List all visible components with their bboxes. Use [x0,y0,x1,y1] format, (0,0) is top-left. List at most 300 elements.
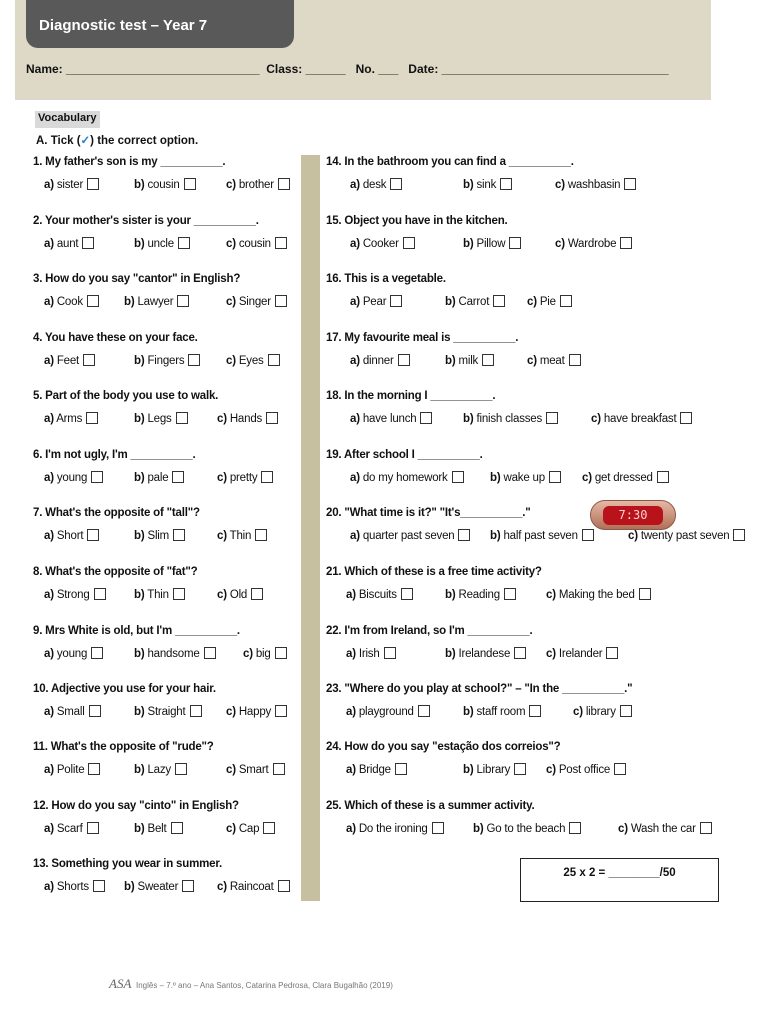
option [628,529,745,542]
option-label: Cooker [362,238,399,250]
option-label: Shorts [56,881,89,893]
option-letter: c) [546,589,556,601]
option-letter: a) [350,296,360,308]
tick-box[interactable] [504,588,516,600]
instruction-prefix: A. Tick ( [36,135,81,147]
option [463,412,558,425]
option-letter: b) [134,413,145,425]
tick-box[interactable] [278,178,290,190]
tick-box[interactable] [171,822,183,834]
option [44,295,99,308]
option-letter: b) [134,238,145,250]
option-label: Go to the beach [486,823,566,835]
tick-box[interactable] [582,529,594,541]
option [350,237,415,250]
option-label: library [585,706,616,718]
option [44,763,100,776]
question-text: 13. Something you wear in summer. [33,858,222,870]
option [134,822,183,835]
option-label: Biscuits [358,589,397,601]
option-label: Straight [147,706,186,718]
option [243,647,287,660]
option [124,880,194,893]
column-divider [301,155,320,901]
option [134,647,216,660]
option-letter: c) [226,706,236,718]
option-letter: b) [134,530,145,542]
tick-box[interactable] [184,178,196,190]
option-letter: a) [346,706,356,718]
question-text: 11. What's the opposite of "rude"? [33,741,214,753]
question-text: 3. How do you say "cantor" in English? [33,273,241,285]
option-label: Reading [458,589,500,601]
option-label: Polite [56,764,85,776]
option-letter: a) [350,355,360,367]
tick-box[interactable] [569,354,581,366]
tick-box[interactable] [390,295,402,307]
option-letter: b) [490,472,501,484]
option-label: quarter past seven [362,530,455,542]
tick-box[interactable] [458,529,470,541]
option-letter: a) [44,530,54,542]
option [527,354,581,367]
option [44,880,105,893]
option-label: Do the ironing [358,823,428,835]
question-text: 22. I'm from Ireland, so I'm __________. [326,625,533,637]
option-letter: a) [44,179,54,191]
option-label: Slim [147,530,170,542]
option-letter: a) [350,179,360,191]
tick-box[interactable] [420,412,432,424]
option-label: Lawyer [137,296,174,308]
tick-box[interactable] [261,471,273,483]
option [134,763,187,776]
question-text: 1. My father's son is my __________. [33,156,226,168]
option [134,529,185,542]
tick-box[interactable] [569,822,581,834]
tick-box[interactable] [614,763,626,775]
option [618,822,712,835]
option [346,588,413,601]
tick-box[interactable] [89,705,101,717]
option-letter: b) [445,648,456,660]
tick-box[interactable] [275,705,287,717]
option-letter: b) [490,530,501,542]
option [490,529,594,542]
option-label: Irish [358,648,380,660]
option-label: Raincoat [229,881,274,893]
option [445,354,494,367]
option-letter: b) [134,648,145,660]
option-letter: a) [44,764,54,776]
option-letter: c) [217,530,227,542]
option [134,237,190,250]
question-text: 19. After school I __________. [326,449,483,461]
option-letter: b) [463,706,474,718]
option-letter: b) [463,413,474,425]
option-letter: c) [226,764,236,776]
option-label: pale [147,472,169,484]
tick-box[interactable] [398,354,410,366]
option [473,822,581,835]
tick-box[interactable] [273,763,285,775]
option-letter: c) [618,823,628,835]
question-text: 4. You have these on your face. [33,332,198,344]
option [546,588,651,601]
option-letter: c) [628,530,638,542]
option [124,295,189,308]
option-label: Singer [238,296,271,308]
tick-box[interactable] [657,471,669,483]
tick-box[interactable] [620,705,632,717]
option-label: Smart [238,764,269,776]
option-letter: c) [555,179,565,191]
option-label: handsome [147,648,200,660]
option [226,178,290,191]
option [226,295,287,308]
option-label: Pie [539,296,556,308]
tick-box[interactable] [176,412,188,424]
option-label: big [255,648,271,660]
tick-box[interactable] [278,880,290,892]
option-letter: a) [44,706,54,718]
question-text: 17. My favourite meal is __________. [326,332,519,344]
tick-box[interactable] [275,295,287,307]
tick-box[interactable] [606,647,618,659]
option-letter: b) [124,881,135,893]
option-label: Pear [362,296,387,308]
tick-box[interactable] [82,237,94,249]
question-text: 23. "Where do you play at school?" – "In the __________." [326,683,633,695]
option [350,178,402,191]
option [226,822,275,835]
option-letter: c) [217,881,227,893]
option-letter: a) [350,238,360,250]
option-letter: c) [546,648,556,660]
option-label: finish classes [476,413,543,425]
tick-box[interactable] [432,822,444,834]
option-letter: b) [134,764,145,776]
option-label: young [56,472,88,484]
tick-box[interactable] [403,237,415,249]
option [226,354,280,367]
tick-box[interactable] [401,588,413,600]
tick-box[interactable] [87,295,99,307]
question-text: 8. What's the opposite of "fat"? [33,566,198,578]
option-letter: b) [463,238,474,250]
tick-box[interactable] [173,529,185,541]
score-box: 25 x 2 = ________/50 [520,858,719,902]
option-letter: b) [473,823,484,835]
option [44,412,98,425]
instruction-suffix: ) the correct option. [90,135,199,147]
option-letter: c) [226,355,236,367]
option-label: Making the bed [558,589,635,601]
option-label: young [56,648,88,660]
tick-icon: ✓ [80,135,91,147]
option [546,647,618,660]
question-text: 14. In the bathroom you can find a __________. [326,156,574,168]
option-letter: a) [346,764,356,776]
option [217,471,273,484]
tick-box[interactable] [263,822,275,834]
tick-box[interactable] [83,354,95,366]
tick-box[interactable] [204,647,216,659]
tick-box[interactable] [700,822,712,834]
option-label: twenty past seven [640,530,730,542]
tick-box[interactable] [175,763,187,775]
option-label: Fingers [147,355,185,367]
option [217,880,290,893]
option-label: Eyes [238,355,264,367]
tick-box[interactable] [172,471,184,483]
option-label: Belt [147,823,167,835]
tick-box[interactable] [255,529,267,541]
option [44,705,101,718]
option-label: cousin [238,238,271,250]
tick-box[interactable] [190,705,202,717]
option [134,588,185,601]
option-letter: c) [243,648,253,660]
option [463,763,526,776]
option-label: have lunch [362,413,417,425]
option-label: Irelander [558,648,603,660]
option-letter: c) [226,238,236,250]
tick-box[interactable] [91,647,103,659]
option [44,471,103,484]
option [445,588,516,601]
option [346,763,407,776]
student-fields-line: Name: _____________________________ Class: ______ No. ___ Date: __________________________________ [26,62,669,76]
option-letter: c) [226,823,236,835]
option-letter: a) [44,648,54,660]
option-label: Happy [238,706,272,718]
option-label: washbasin [567,179,621,191]
option-letter: a) [44,413,54,425]
option-label: Pillow [476,238,506,250]
tick-box[interactable] [529,705,541,717]
option-label: do my homework [362,472,448,484]
option-label: Sweater [137,881,179,893]
option-letter: c) [555,238,565,250]
option-letter: b) [445,355,456,367]
option-letter: a) [346,648,356,660]
option-letter: a) [44,589,54,601]
option-label: get dressed [594,472,653,484]
option [573,705,632,718]
option-label: desk [362,179,387,191]
question-text: 16. This is a vegetable. [326,273,446,285]
option-label: Feet [56,355,80,367]
option-letter: c) [546,764,556,776]
option [463,237,521,250]
option-label: sink [476,179,497,191]
tick-box[interactable] [275,237,287,249]
tick-box[interactable] [493,295,505,307]
tick-box[interactable] [395,763,407,775]
question-text: 5. Part of the body you use to walk. [33,390,219,402]
tick-box[interactable] [514,647,526,659]
test-title: Diagnostic test – Year 7 [26,0,294,48]
tick-box[interactable] [418,705,430,717]
option-letter: c) [527,296,537,308]
option [44,822,99,835]
option-label: Arms [56,413,83,425]
tick-box[interactable] [639,588,651,600]
option-label: Legs [147,413,172,425]
tick-box[interactable] [177,295,189,307]
option-label: pretty [229,472,258,484]
tick-box[interactable] [188,354,200,366]
option [226,763,285,776]
option-label: Old [229,589,248,601]
option-letter: a) [44,355,54,367]
tick-box[interactable] [509,237,521,249]
option-label: Lazy [147,764,171,776]
option-label: Library [476,764,511,776]
option [350,295,402,308]
tick-box[interactable] [384,647,396,659]
option [527,295,572,308]
option [44,354,95,367]
option-letter: b) [134,823,145,835]
option-label: sister [56,179,84,191]
option [546,763,626,776]
tick-box[interactable] [268,354,280,366]
tick-box[interactable] [87,178,99,190]
question-text: 2. Your mother's sister is your __________. [33,215,259,227]
tick-box[interactable] [178,237,190,249]
tick-box[interactable] [733,529,745,541]
tick-box[interactable] [482,354,494,366]
option-letter: c) [573,706,583,718]
option-letter: b) [134,179,145,191]
tick-box[interactable] [87,529,99,541]
question-text: 9. Mrs White is old, but I'm __________. [33,625,240,637]
tick-box[interactable] [620,237,632,249]
question-text: 20. "What time is it?" "It's__________." [326,507,531,519]
tick-box[interactable] [173,588,185,600]
tick-box[interactable] [251,588,263,600]
option [44,237,94,250]
option-label: staff room [476,706,526,718]
section-title: Vocabulary [35,111,100,128]
option-label: Bridge [358,764,391,776]
option-letter: a) [346,823,356,835]
tick-box[interactable] [546,412,558,424]
tick-box[interactable] [86,412,98,424]
tick-box[interactable] [560,295,572,307]
option [582,471,669,484]
option-label: Thin [147,589,169,601]
option [346,647,396,660]
option [134,354,200,367]
option-label: wake up [503,472,545,484]
option-letter: a) [346,589,356,601]
instruction [36,133,198,147]
question-text: 10. Adjective you use for your hair. [33,683,216,695]
tick-box[interactable] [93,880,105,892]
option [350,354,410,367]
option-letter: a) [44,238,54,250]
option-letter: a) [350,413,360,425]
option-label: Small [56,706,85,718]
tick-box[interactable] [452,471,464,483]
option-label: meat [539,355,565,367]
option-letter: b) [445,296,456,308]
option-label: uncle [147,238,174,250]
option-letter: c) [527,355,537,367]
option-letter: a) [44,823,54,835]
option [226,705,287,718]
option [44,529,99,542]
option-label: Post office [558,764,611,776]
option-label: Wardrobe [567,238,617,250]
tick-box[interactable] [624,178,636,190]
option [217,529,267,542]
option [134,412,188,425]
tick-box[interactable] [275,647,287,659]
option-letter: b) [134,589,145,601]
question-text: 7. What's the opposite of "tall"? [33,507,200,519]
tick-box[interactable] [182,880,194,892]
option-label: Short [56,530,84,542]
question-text: 25. Which of these is a summer activity. [326,800,535,812]
option [217,412,278,425]
option-letter: b) [134,706,145,718]
option [555,237,632,250]
option-letter: c) [226,296,236,308]
option-label: have breakfast [603,413,677,425]
option-label: Scarf [56,823,83,835]
option [44,647,103,660]
option-letter: b) [124,296,135,308]
option-letter: a) [350,530,360,542]
option [591,412,692,425]
option-label: brother [238,179,274,191]
question-text: 21. Which of these is a free time activity? [326,566,542,578]
tick-box[interactable] [94,588,106,600]
tick-box[interactable] [266,412,278,424]
option-letter: a) [44,881,54,893]
option [445,647,526,660]
tick-box[interactable] [390,178,402,190]
tick-box[interactable] [87,822,99,834]
option-label: dinner [362,355,394,367]
option-label: aunt [56,238,79,250]
option [350,529,470,542]
option [463,178,512,191]
option-letter: a) [44,296,54,308]
option [490,471,561,484]
tick-box[interactable] [514,763,526,775]
option [346,822,444,835]
tick-box[interactable] [88,763,100,775]
option-label: Cook [56,296,83,308]
tick-box[interactable] [91,471,103,483]
option [346,705,430,718]
option [134,471,184,484]
option-letter: b) [134,355,145,367]
option [226,237,287,250]
option-label: milk [458,355,479,367]
tick-box[interactable] [680,412,692,424]
tick-box[interactable] [500,178,512,190]
question-text: 24. How do you say "estação dos correios"? [326,741,561,753]
option-letter: c) [582,472,592,484]
tick-box[interactable] [549,471,561,483]
option [445,295,505,308]
